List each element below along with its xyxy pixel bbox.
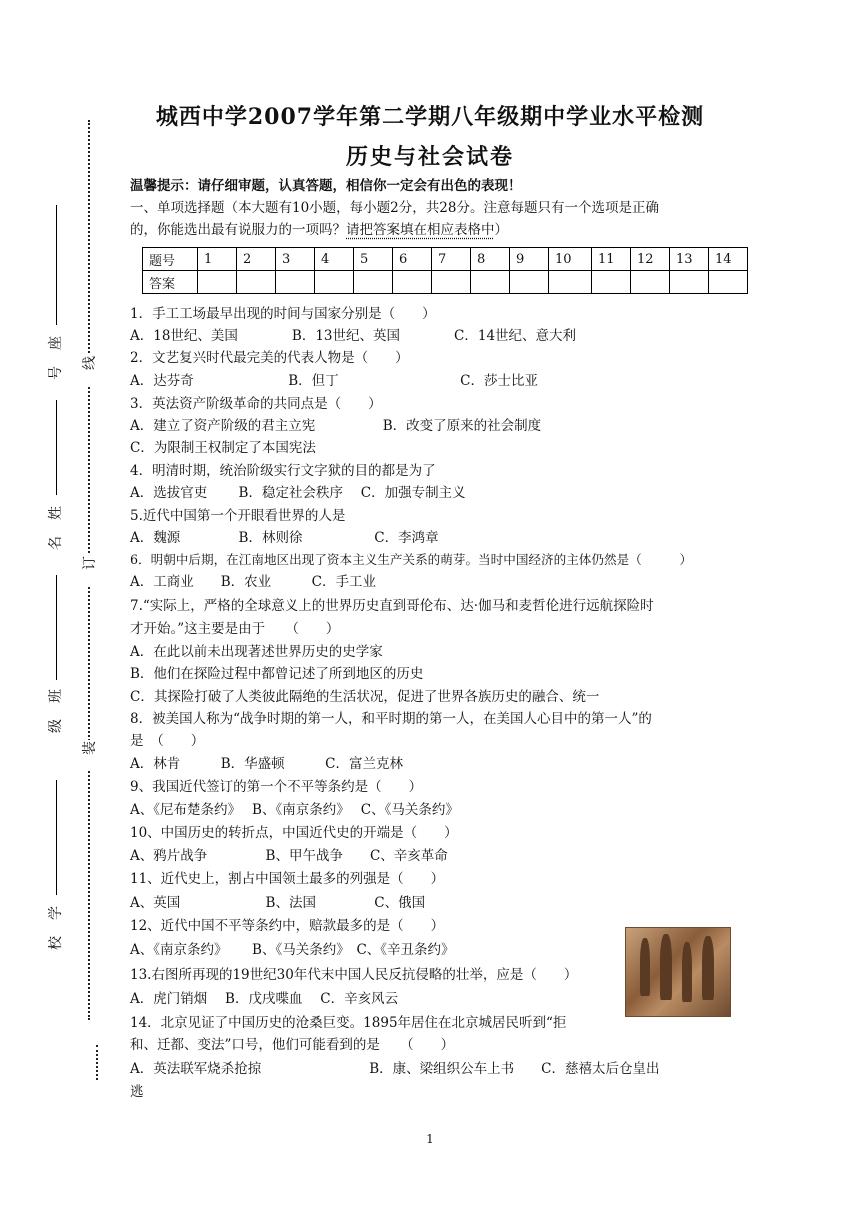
question-line: A．18世纪、美国 B．13世纪、英国 C．14世纪、意大利 bbox=[130, 328, 577, 344]
school-blank-line bbox=[56, 780, 57, 895]
margin-label-ding: 订 bbox=[82, 555, 98, 585]
answer-cell[interactable] bbox=[549, 271, 592, 294]
answer-table-num: 13 bbox=[670, 248, 709, 271]
margin-label-xian: 线 bbox=[82, 355, 98, 385]
question-line: C．为限制王权制定了本国宪法 bbox=[130, 440, 316, 456]
question-line: 10、中国历史的转折点，中国近代史的开端是（ ） bbox=[130, 825, 458, 841]
margin-label-zhuang: 装 bbox=[82, 740, 98, 770]
answer-table-num: 1 bbox=[198, 248, 237, 271]
section-intro-2c: ） bbox=[494, 222, 508, 238]
question-line: A．林肯 B．华盛顿 C．富兰克林 bbox=[130, 756, 403, 772]
answer-table-num: 8 bbox=[471, 248, 510, 271]
answer-cell[interactable] bbox=[354, 271, 393, 294]
question-line: 9、我国近代签订的第一个不平等条约是（ ） bbox=[130, 779, 423, 795]
question-line: 11、近代史上，割占中国领土最多的列强是（ ） bbox=[130, 871, 445, 887]
answer-table-answer-row bbox=[143, 271, 748, 294]
answer-table-num: 9 bbox=[510, 248, 549, 271]
question-line: 是 （ ） bbox=[130, 733, 205, 749]
answer-table-num: 11 bbox=[592, 248, 631, 271]
question-line: 13.右图所再现的19世纪30年代末中国人民反抗侵略的壮举，应是（ ） bbox=[130, 967, 578, 983]
question-line: A．魏源 B．林则徐 C．李鸿章 bbox=[130, 530, 439, 546]
answer-table-num: 5 bbox=[354, 248, 393, 271]
question-line: C．其探险打破了人类彼此隔绝的生活状况，促进了世界各族历史的融合、统一 bbox=[130, 689, 600, 705]
answer-cell[interactable] bbox=[670, 271, 709, 294]
answer-cell[interactable] bbox=[709, 271, 748, 294]
answer-cell[interactable] bbox=[471, 271, 510, 294]
question-line: A．英法联军烧杀抢掠 B．康、梁组织公车上书 C．慈禧太后仓皇出 bbox=[130, 1061, 660, 1077]
question-line: 6．明朝中后期，在江南地区出现了资本主义生产关系的萌芽。当时中国经济的主体仍然是（ ） bbox=[130, 552, 693, 567]
section-intro-2a: 的，你能选出最有说服力的一项吗？ bbox=[130, 222, 346, 238]
answer-cell[interactable] bbox=[237, 271, 276, 294]
exam-subtitle: 历史与社会试卷 bbox=[345, 144, 514, 170]
question-line: 和、迁都、变法”口号，他们可能看到的是 （ ） bbox=[130, 1037, 455, 1053]
answer-table-num: 10 bbox=[549, 248, 592, 271]
question-line: 2．文艺复兴时代最完美的代表人物是（ ） bbox=[130, 350, 409, 366]
question-line: 才开始。”这主要是由于 （ ） bbox=[130, 621, 340, 637]
question-line: A．虎门销烟 B．戊戌喋血 C．辛亥风云 bbox=[130, 991, 399, 1007]
margin-label-name: 姓 名 bbox=[48, 506, 64, 550]
answer-table-num: 12 bbox=[631, 248, 670, 271]
question-line: 1．手工工场最早出现的时间与国家分别是（ ） bbox=[130, 306, 436, 322]
question-line: 8．被美国人称为“战争时期的第一人，和平时期的第一人，在美国人心目中的第一人”的 bbox=[130, 711, 652, 727]
question-line: A、《尼布楚条约》 B、《南京条约》 C、《马关条约》 bbox=[130, 802, 459, 818]
margin-label-class: 班 级 bbox=[48, 689, 64, 733]
answer-table-num: 3 bbox=[276, 248, 315, 271]
question-line: A．工商业 B．农业 C．手工业 bbox=[130, 574, 376, 590]
section-intro-2b: 请把答案填在相应表格中 bbox=[346, 222, 495, 238]
margin-label-seat: 座 号 bbox=[48, 336, 64, 380]
seat-blank-line bbox=[56, 205, 57, 325]
exam-title: 城西中学2007学年第二学期八年级期中学业水平检测 bbox=[155, 104, 705, 130]
question-line: A．达芬奇 B．但丁 C．莎士比亚 bbox=[130, 373, 538, 389]
answer-cell[interactable] bbox=[592, 271, 631, 294]
question-line: 4．明清时期，统治阶级实行文字狱的目的都是为了 bbox=[130, 463, 436, 479]
class-blank-line bbox=[56, 575, 57, 680]
section-intro-line1: 一、单项选择题（本大题有10小题，每小题2分，共28分。注意每题只有一个选项是正确 bbox=[130, 200, 659, 216]
answer-table bbox=[142, 247, 748, 294]
binding-dotted-line-short bbox=[96, 1045, 98, 1080]
answer-table-row1-label: 题号 bbox=[143, 248, 198, 271]
answer-cell[interactable] bbox=[393, 271, 432, 294]
answer-table-num: 2 bbox=[237, 248, 276, 271]
answer-table-num: 6 bbox=[393, 248, 432, 271]
answer-cell[interactable] bbox=[198, 271, 237, 294]
answer-table-num: 14 bbox=[709, 248, 748, 271]
question-line: 7.“实际上，严格的全球意义上的世界历史直到哥伦布、达·伽马和麦哲伦进行远航探险时 bbox=[130, 598, 654, 614]
question-line: A．选拔官吏 B．稳定社会秩序 C．加强专制主义 bbox=[130, 485, 466, 501]
answer-cell[interactable] bbox=[510, 271, 549, 294]
question-line: A．建立了资产阶级的君主立宪 B．改变了原来的社会制度 bbox=[130, 418, 542, 434]
page-number: 1 bbox=[426, 1132, 434, 1146]
name-blank-line bbox=[56, 400, 57, 495]
question-line: 3．英法资产阶级革命的共同点是（ ） bbox=[130, 396, 382, 412]
answer-table-number-row bbox=[143, 248, 748, 271]
question-line: 5.近代中国第一个开眼看世界的人是 bbox=[130, 508, 346, 524]
tip-text: 温馨提示：请仔细审题，认真答题，相信你一定会有出色的表现！ bbox=[130, 178, 522, 194]
relief-sculpture-image bbox=[625, 927, 731, 1017]
answer-table-num: 7 bbox=[432, 248, 471, 271]
answer-table-num: 4 bbox=[315, 248, 354, 271]
answer-cell[interactable] bbox=[631, 271, 670, 294]
margin-label-school: 学 校 bbox=[48, 906, 64, 950]
answer-cell[interactable] bbox=[432, 271, 471, 294]
question-line: 14．北京见证了中国历史的沧桑巨变。1895年居住在北京城居民听到“拒 bbox=[130, 1015, 567, 1031]
question-line: B．他们在探险过程中都曾记述了所到地区的历史 bbox=[130, 666, 424, 682]
question-line: A、英国 B、法国 C、俄国 bbox=[130, 895, 426, 911]
answer-cell[interactable] bbox=[315, 271, 354, 294]
question-line: 逃 bbox=[130, 1084, 144, 1100]
question-line: 12、近代中国不平等条约中，赔款最多的是（ ） bbox=[130, 918, 445, 934]
section-intro-line2 bbox=[130, 220, 508, 240]
question-line: A、鸦片战争 B、甲午战争 C、辛亥革命 bbox=[130, 848, 448, 864]
question-line: A、《南京条约》 B、《马关条约》 C、《辛丑条约》 bbox=[130, 942, 455, 958]
question-line: A．在此以前未出现著述世界历史的史学家 bbox=[130, 644, 383, 660]
answer-cell[interactable] bbox=[276, 271, 315, 294]
answer-table-row2-label: 答案 bbox=[143, 271, 198, 294]
